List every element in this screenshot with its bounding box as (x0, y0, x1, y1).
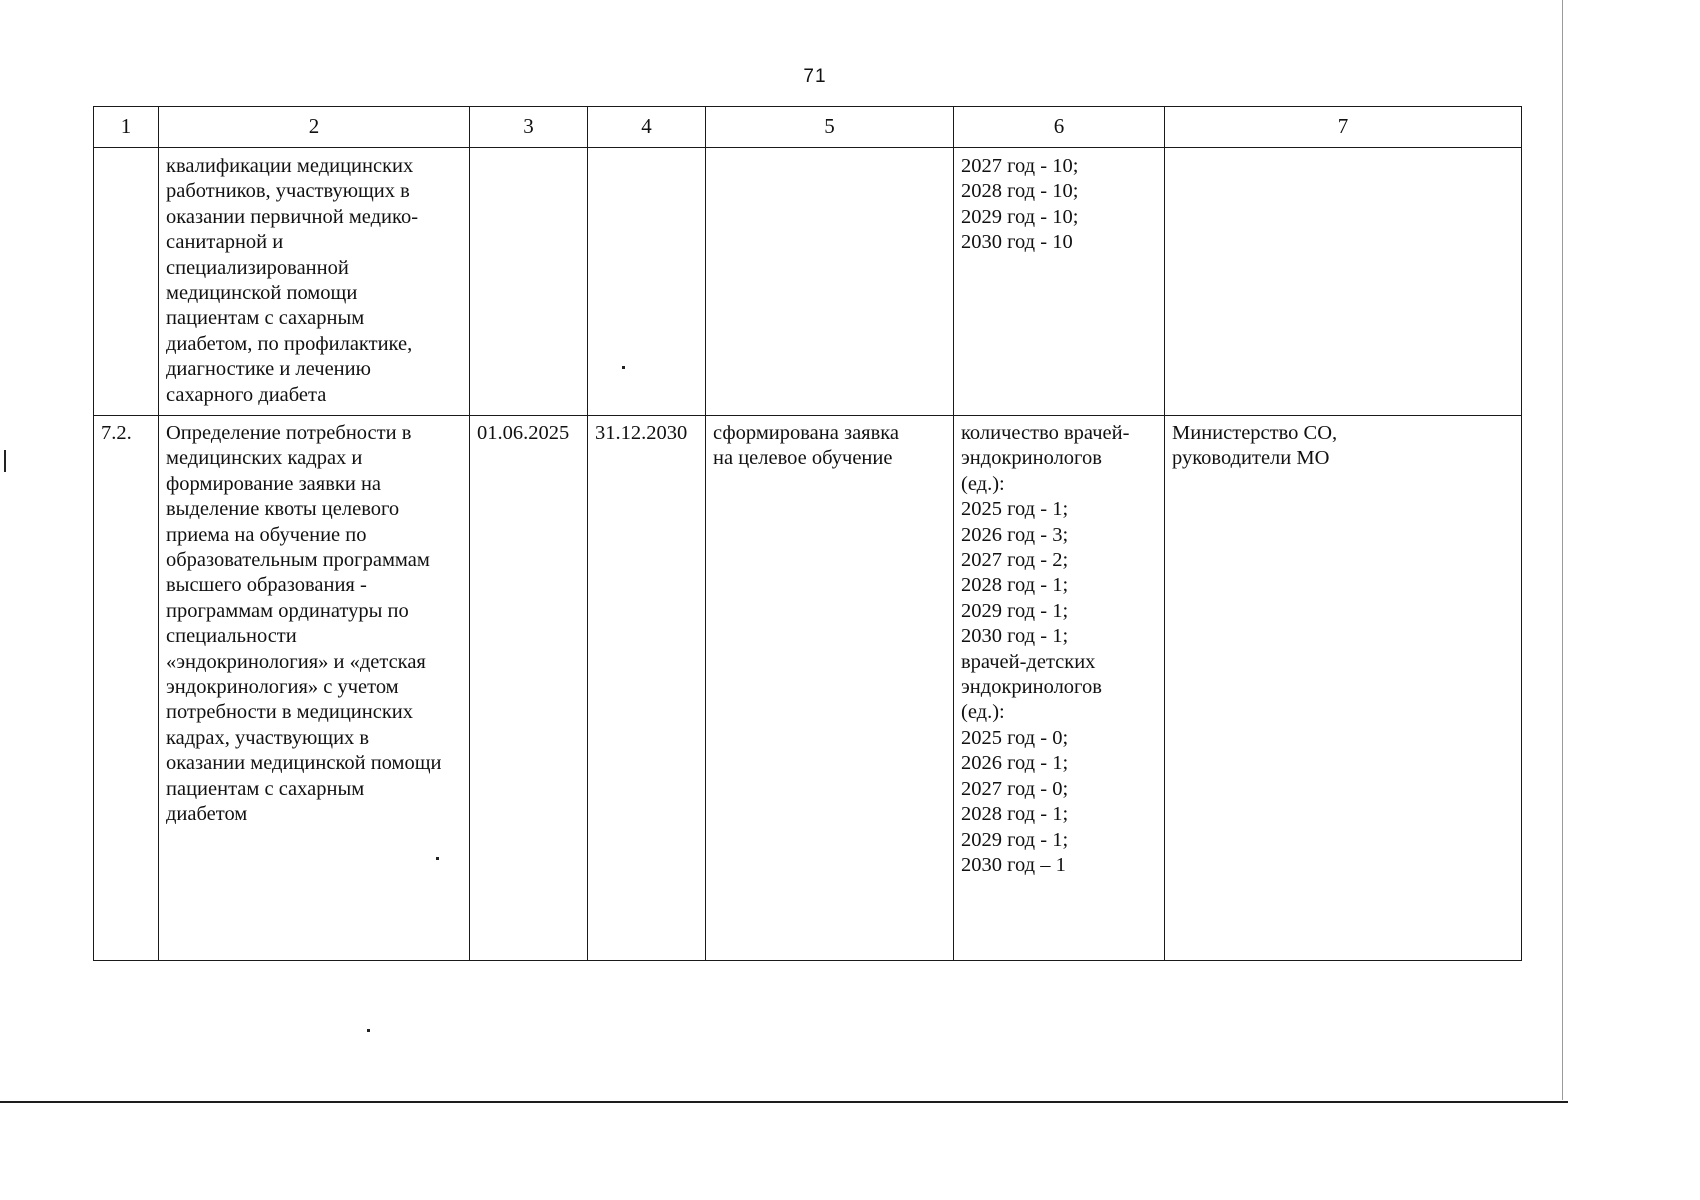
cell-activity: квалификации медицинских работников, участвующих в оказании первичной медико- санитарной и специализированной медицинской помощи пациентам с сахарным диабетом, по профилактике, диагностике и лечению сахарного диабета (159, 148, 470, 416)
header-col-3: 3 (470, 107, 588, 148)
cell-responsible: Министерство СО, руководители МО (1165, 416, 1522, 961)
header-col-5: 5 (706, 107, 954, 148)
cell-activity: Определение потребности в медицинских кадрах и формирование заявки на выделение квоты целевого приема на обучение по образовательным программам высшего образования - программам ординатуры по специальности «эндокринология» и «детская эндокринология» с учетом потребности в медицинских кадрах, участвующих в оказании медицинской помощи пациентам с сахарным диабетом (159, 416, 470, 961)
bottom-scan-line (0, 1101, 1568, 1103)
table-row (94, 148, 1522, 416)
cell-number (94, 148, 159, 416)
header-col-1: 1 (94, 107, 159, 148)
header-col-2: 2 (159, 107, 470, 148)
header-row (94, 107, 1522, 148)
header-col-6: 6 (954, 107, 1165, 148)
cell-indicator: 2027 год - 10; 2028 год - 10; 2029 год - 10; 2030 год - 10 (954, 148, 1165, 416)
cell-result: сформирована заявка на целевое обучение (706, 416, 954, 961)
right-scan-line (1562, 0, 1563, 1100)
cell-end-date (588, 148, 706, 416)
cell-end-date: 31.12.2030 (588, 416, 706, 961)
cell-responsible (1165, 148, 1522, 416)
cell-number: 7.2. (94, 416, 159, 961)
table-row (94, 416, 1522, 961)
scan-speck (367, 1029, 370, 1032)
scan-speck (4, 450, 6, 472)
scan-speck (622, 366, 625, 369)
scan-speck (436, 857, 439, 860)
cell-indicator: количество врачей- эндокринологов (ед.): 2025 год - 1; 2026 год - 3; 2027 год - 2; 2028 год - 1; 2029 год - 1; 2030 год - 1; врачей-детских эндокринологов (ед.): 2025 год - 0; 2026 год - 1; 2027 год - 0; 2028 год - 1; 2029 год - 1; 2030 год – 1 (954, 416, 1165, 961)
plan-table (93, 106, 1522, 961)
header-col-4: 4 (588, 107, 706, 148)
page-number: 71 (803, 66, 827, 87)
cell-start-date: 01.06.2025 (470, 416, 588, 961)
cell-result (706, 148, 954, 416)
header-col-7: 7 (1165, 107, 1522, 148)
cell-start-date (470, 148, 588, 416)
